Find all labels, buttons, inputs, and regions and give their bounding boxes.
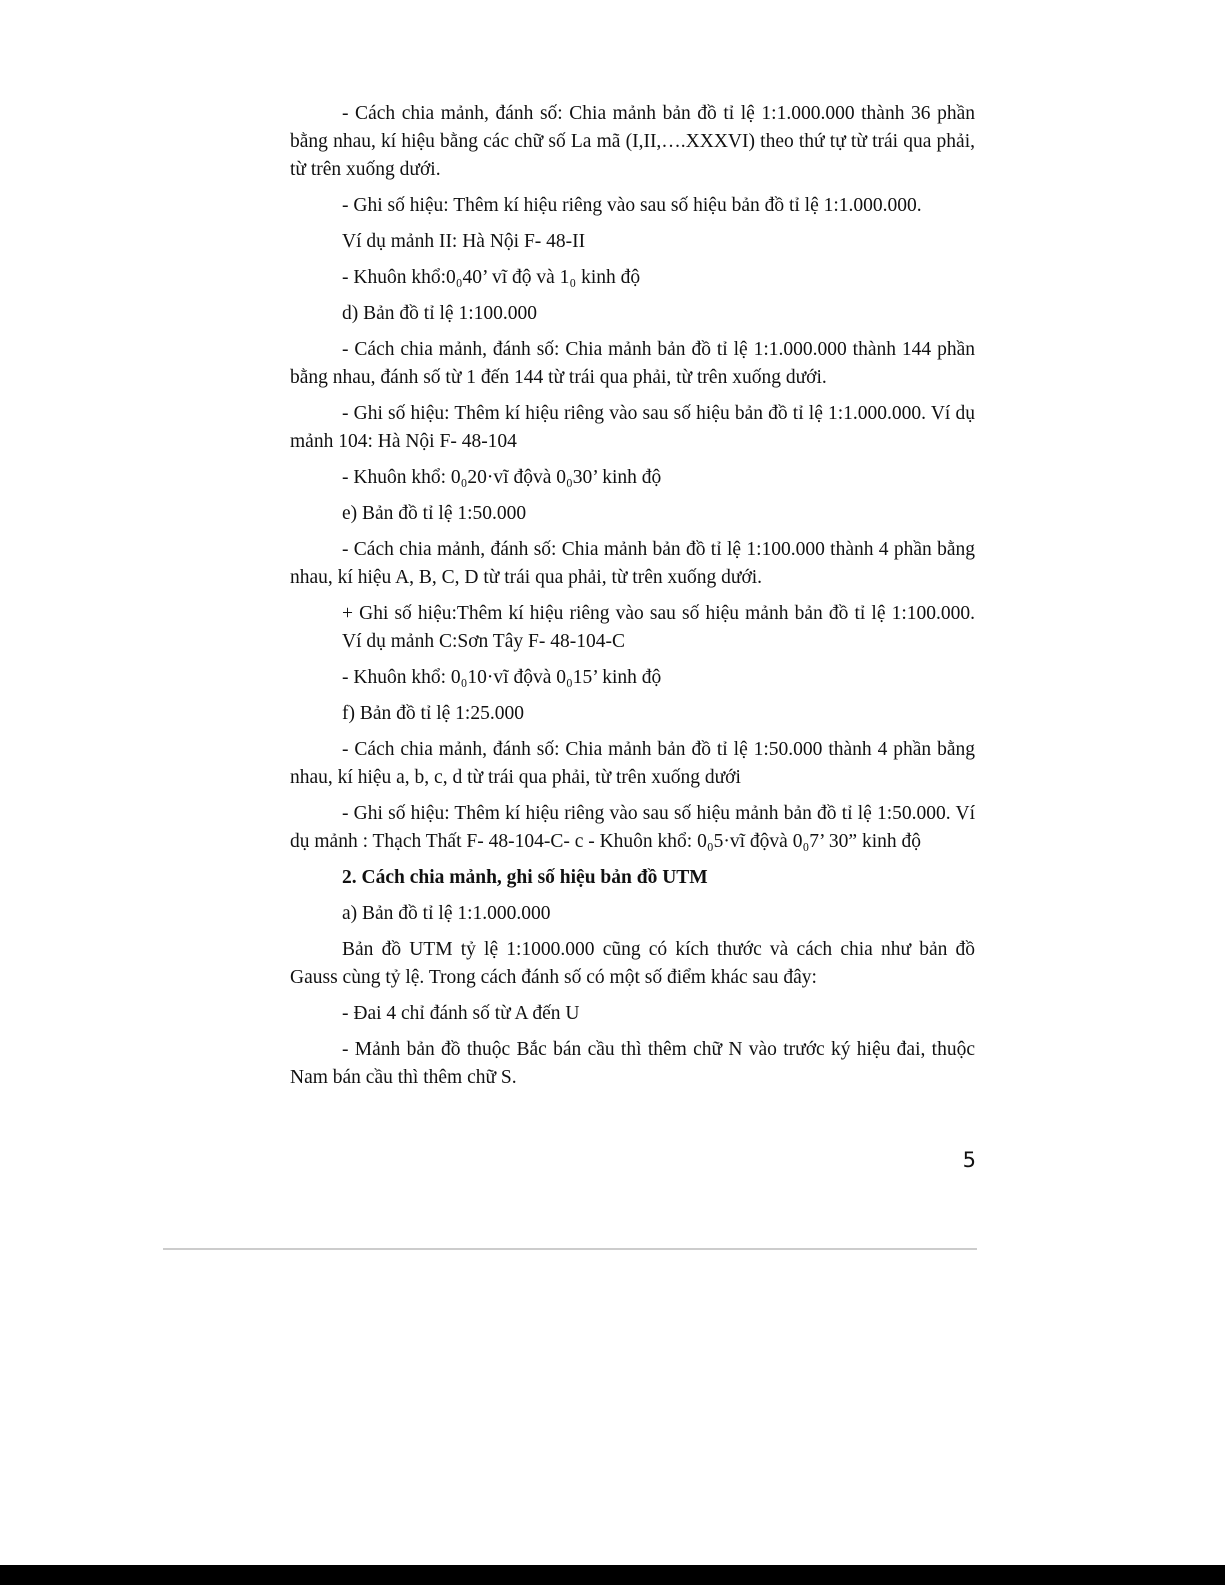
paragraph-hemisphere: - Mảnh bản đồ thuộc Bắc bán cầu thì thêm chữ N vào trước ký hiệu đai, thuộc Nam bán cầu thì thêm chữ S. [290,1039,975,1088]
subheading-scale-100k: d) Bản đồ tỉ lệ 1:100.000 [342,303,537,324]
paragraph-division-abcd: - Cách chia mảnh, đánh số: Chia mảnh bản đồ tỉ lệ 1:100.000 thành 4 phần bằng nhau, kí hiệu A, B, C, D từ trái qua phải, từ trên xuống dưới. [290,539,975,588]
subheading-utm-1m: a) Bản đồ tỉ lệ 1:1.000.000 [342,903,551,924]
page-number: 5 [962,1148,976,1172]
paragraph-example-thach-that: - Ghi số hiệu: Thêm kí hiệu riêng vào sau số hiệu mảnh bản đồ tỉ lệ 1:50.000. Ví dụ mảnh : Thạch Thất F- 48-104-C- c - Khuôn khổ: 0₀5·vĩ độvà 0₀7’ 30” kinh độ [290,803,975,852]
page-body [290,100,975,1100]
footer-divider [163,1248,977,1250]
section-heading-utm: 2. Cách chia mảnh, ghi số hiệu bản đồ UTM [342,867,708,888]
paragraph-numbering-1m: - Ghi số hiệu: Thêm kí hiệu riêng vào sau số hiệu bản đồ tỉ lệ 1:1.000.000. [342,195,922,216]
paragraph-division-144: - Cách chia mảnh, đánh số: Chia mảnh bản đồ tỉ lệ 1:1.000.000 thành 144 phần bằng nhau, đánh số từ 1 đến 144 từ trái qua phải, từ trên xuống dưới. [290,339,975,388]
paragraph-division-36: - Cách chia mảnh, đánh số: Chia mảnh bản đồ tỉ lệ 1:1.000.000 thành 36 phần bằng nhau, kí hiệu bằng các chữ số La mã (I,II,….XXXVI) theo thứ tự từ trái qua phải, từ trên xuống dưới. [290,103,975,180]
paragraph-example-hanoi-104: - Ghi số hiệu: Thêm kí hiệu riêng vào sau số hiệu bản đồ tỉ lệ 1:1.000.000. Ví dụ mảnh 104: Hà Nội F- 48-104 [290,403,975,452]
subheading-scale-25k: f) Bản đồ tỉ lệ 1:25.000 [342,703,524,724]
paragraph-division-lowercase: - Cách chia mảnh, đánh số: Chia mảnh bản đồ tỉ lệ 1:50.000 thành 4 phần bằng nhau, kí hiệu a, b, c, d từ trái qua phải, từ trên xuống dưới [290,739,975,788]
paragraph-zone-a-to-u: - Đai 4 chỉ đánh số từ A đến U [342,1003,580,1024]
paragraph-frame-20min: - Khuôn khổ: 0₀20·vĩ độvà 0₀30’ kinh độ [342,467,662,488]
paragraph-example-hanoi-ii: Ví dụ mảnh II: Hà Nội F- 48-II [342,231,586,252]
paragraph-utm-intro: Bản đồ UTM tỷ lệ 1:1000.000 cũng có kích thước và cách chia như bản đồ Gauss cùng tỷ lệ. Trong cách đánh số có một số điểm khác sau đây: [290,939,975,988]
paragraph-frame-10min: - Khuôn khổ: 0₀10·vĩ độvà 0₀15’ kinh độ [342,667,662,688]
paragraph-frame-40min: - Khuôn khổ:0₀40’ vĩ độ và 1₀ kinh độ [342,267,641,288]
bottom-edge-bar [0,1565,1225,1585]
paragraph-example-son-tay: + Ghi số hiệu:Thêm kí hiệu riêng vào sau số hiệu mảnh bản đồ tỉ lệ 1:100.000. Ví dụ mảnh C:Sơn Tây F- 48-104-C [342,603,975,652]
subheading-scale-50k: e) Bản đồ tỉ lệ 1:50.000 [342,503,527,524]
